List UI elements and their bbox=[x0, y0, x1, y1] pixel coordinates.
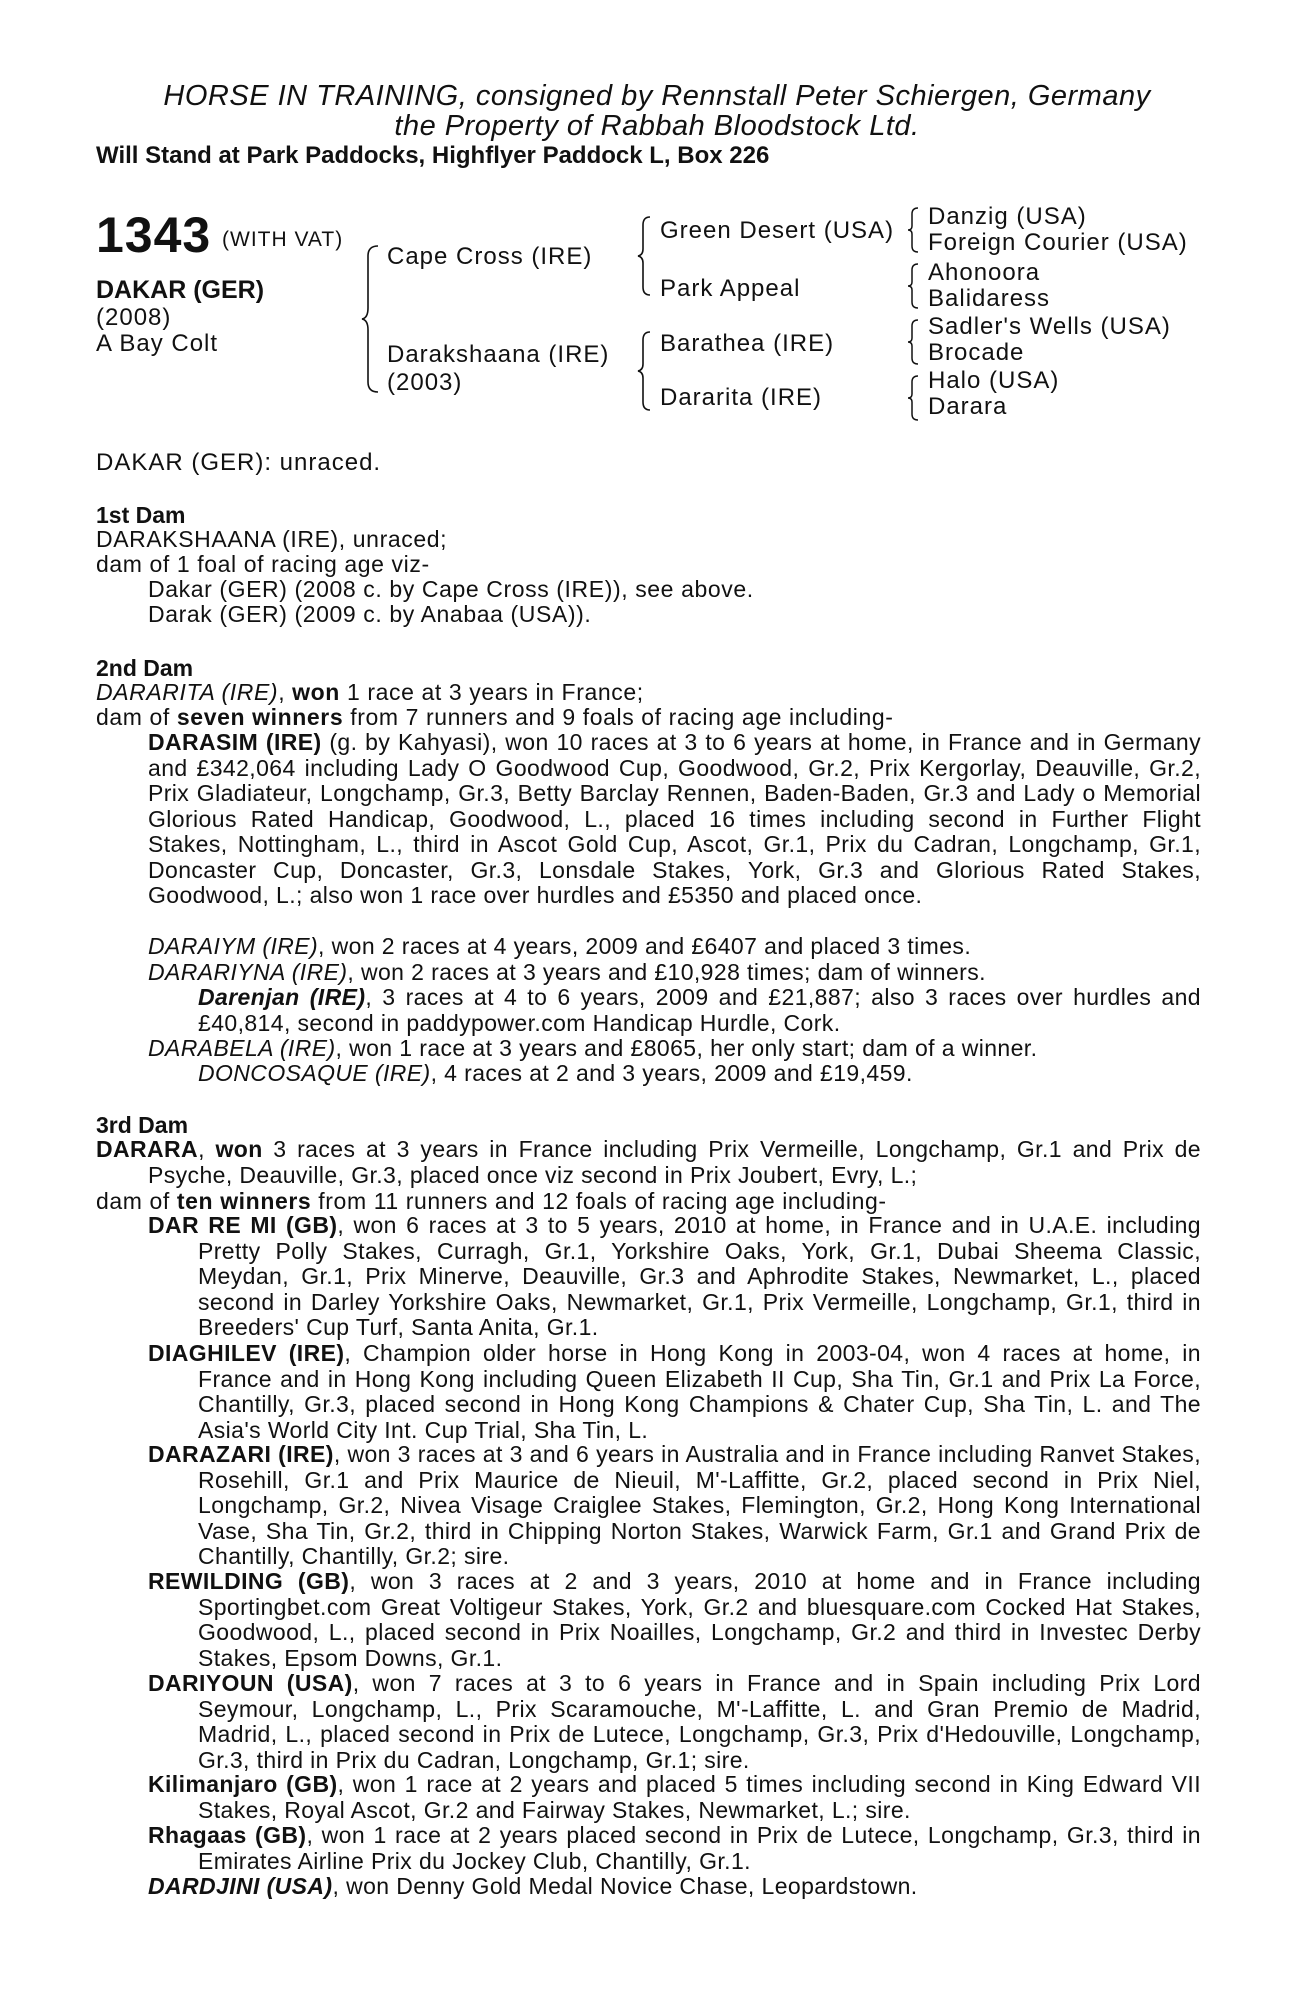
progeny-record: , won 3 races at 3 and 6 years in Australia and in France including Ranvet Stakes, Rosehill, Gr.1 and Prix Maurice de Nieuil, M'-Laffitte, Gr.2, placed second in Prix Niel, Longchamp, Gr.2, Nivea Visage Craiglee Stakes, Flemington, Gr.2, Hong Kong International Vase, Sha Tin, Gr.2, third in Chipping Norton Stakes, Warwick Farm, Gr.1 and Grand Prix de Chantilly, Chantilly, Gr.2; sire. bbox=[198, 1441, 1202, 1569]
progeny-dardjini bbox=[148, 1874, 1201, 1900]
second-dam-won: won bbox=[292, 679, 340, 705]
second-dam-heading: 2nd Dam bbox=[96, 655, 194, 681]
dam-of-suffix: from 11 runners and 12 foals of racing age including- bbox=[311, 1188, 887, 1214]
progeny-record: , 3 races at 4 to 6 years, 2009 and £21,887; also 3 races over hurdles and £40,814, second in paddypower.com Handicap Hurdle, Cork. bbox=[198, 984, 1201, 1036]
grand-ancestor-5: Sadler's Wells (USA) bbox=[928, 313, 1171, 340]
second-dam-summary bbox=[96, 704, 894, 731]
third-dam-name: DARARA bbox=[96, 1136, 199, 1162]
pedigree-brace-sire bbox=[636, 215, 654, 297]
pedigree-brace-g2 bbox=[906, 262, 922, 310]
progeny-rhagaas bbox=[148, 1823, 1201, 1874]
dam-of-suffix: from 7 runners and 9 foals of racing age including- bbox=[343, 704, 894, 730]
third-dam-heading: 3rd Dam bbox=[96, 1112, 189, 1138]
dam-of-prefix: dam of bbox=[96, 704, 177, 730]
grand-ancestor-4: Balidaress bbox=[928, 285, 1051, 312]
progeny-darazari bbox=[148, 1442, 1201, 1570]
first-dam-progeny-1: Dakar (GER) (2008 c. by Cape Cross (IRE)), see above. bbox=[148, 576, 754, 602]
second-dam-record: 1 race at 3 years in France; bbox=[339, 679, 644, 705]
progeny-name: DARIYOUN (USA) bbox=[148, 1670, 353, 1696]
dam-dam: Dararita (IRE) bbox=[660, 384, 823, 411]
progeny-darenjan bbox=[198, 985, 1201, 1036]
third-dam-record: DARARA, won 3 races at 3 years in France including Prix Vermeille, Longchamp, Gr.1 and Prix de Psyche, Deauville, Gr.3, placed once viz second in Prix Joubert, Evry, L.; bbox=[96, 1136, 1201, 1188]
first-dam-progeny-2: Darak (GER) (2009 c. by Anabaa (USA)). bbox=[148, 601, 592, 627]
progeny-kilimanjaro bbox=[148, 1772, 1201, 1823]
second-dam-line: DARARITA (IRE), won 1 race at 3 years in France; bbox=[96, 679, 644, 705]
progeny-name: DARAIYM (IRE) bbox=[148, 933, 319, 959]
progeny-dar-re-mi bbox=[148, 1213, 1201, 1341]
race-record: DAKAR (GER): unraced. bbox=[96, 449, 382, 476]
grand-ancestor-3: Ahonoora bbox=[928, 259, 1041, 286]
grand-ancestor-1: Danzig (USA) bbox=[928, 203, 1087, 230]
first-dam-line-2: dam of 1 foal of racing age viz- bbox=[96, 551, 430, 577]
grand-ancestor-6: Brocade bbox=[928, 339, 1025, 366]
progeny-record: , won Denny Gold Medal Novice Chase, Leopardstown. bbox=[332, 1873, 918, 1899]
horse-name: DAKAR (GER) bbox=[96, 276, 265, 304]
progeny-record: , Champion older horse in Hong Kong in 2003-04, won 4 races at home, in France and in Hong Kong including Queen Elizabeth II Cup, Sha Tin, Gr.1 and Prix La Force, Chantilly, Gr.3, placed second in Hong Kong Champions & Chater Cup, Sha Tin, L. and The Asia's World City Int. Cup Trial, Sha Tin, L. bbox=[198, 1340, 1201, 1443]
dam: Darakshaana (IRE) bbox=[387, 341, 610, 368]
lot-number: 1343 bbox=[96, 207, 212, 263]
grand-ancestor-8: Darara bbox=[928, 393, 1008, 420]
progeny-record: , won 7 races at 3 to 6 years in France and in Spain including Prix Lord Seymour, Longchamp, L., Prix Scaramouche, M'-Laffitte, L. and Gran Premio de Madrid, Madrid, L., placed second in Prix de Lutece, Longchamp, Gr.3, Prix d'Hedouville, Longchamp, Gr.3, third in Prix du Cadran, Longchamp, Gr.1; sire. bbox=[198, 1670, 1201, 1773]
pedigree-brace-g4 bbox=[906, 374, 922, 422]
progeny-record: , 4 races at 2 and 3 years, 2009 and £19,459. bbox=[430, 1060, 913, 1086]
progeny-record: , won 3 races at 2 and 3 years, 2010 at home and in France including Sportingbet.com Great Voltigeur Stakes, York, Gr.2 and bluesquare.com Cocked Hat Stakes, Goodwood, L., placed second in Prix Noailles, Longchamp, Gr.2 and third in Investec Derby Stakes, Epsom Downs, Gr.1. bbox=[198, 1568, 1201, 1671]
progeny-record: , won 2 races at 3 years and £10,928 times; dam of winners. bbox=[347, 959, 986, 985]
progeny-darasim bbox=[148, 730, 1201, 909]
horse-description: A Bay Colt bbox=[96, 330, 219, 357]
progeny-doncosaque bbox=[198, 1061, 1201, 1087]
progeny-name: DARABELA (IRE) bbox=[148, 1035, 336, 1061]
progeny-name: DIAGHILEV (IRE) bbox=[148, 1340, 345, 1366]
grand-ancestor-7: Halo (USA) bbox=[928, 367, 1060, 394]
grand-ancestor-2: Foreign Courier (USA) bbox=[928, 229, 1188, 256]
progeny-name: DARARIYNA (IRE) bbox=[148, 959, 348, 985]
progeny-name: REWILDING (GB) bbox=[148, 1568, 350, 1594]
dam-year: (2003) bbox=[387, 369, 463, 396]
progeny-darabela bbox=[148, 1036, 1201, 1062]
progeny-name: DARDJINI (USA) bbox=[148, 1873, 333, 1899]
progeny-record: , won 1 race at 2 years and placed 5 times including second in King Edward VII Stakes, Royal Ascot, Gr.2 and Fairway Stakes, Newmarket, L.; sire. bbox=[198, 1771, 1201, 1823]
progeny-name: Kilimanjaro (GB) bbox=[148, 1771, 338, 1797]
progeny-name: Rhagaas (GB) bbox=[148, 1822, 307, 1848]
horse-year: (2008) bbox=[96, 304, 172, 331]
third-dam-text: 3 races at 3 years in France including Prix Vermeille, Longchamp, Gr.1 and Prix de Psyche, Deauville, Gr.3, placed once viz second in Prix Joubert, Evry, L.; bbox=[148, 1136, 1201, 1188]
progeny-record: , won 1 race at 3 years and £8065, her only start; dam of a winner. bbox=[335, 1035, 1038, 1061]
property-line: the Property of Rabbah Bloodstock Ltd. bbox=[394, 110, 920, 142]
pedigree-brace-dam bbox=[636, 330, 654, 412]
pedigree-brace-g1 bbox=[906, 206, 922, 254]
third-dam-summary bbox=[96, 1188, 887, 1215]
progeny-record: , won 6 races at 3 to 5 years, 2010 at home, in France and in U.A.E. including Pretty Polly Stakes, Curragh, Gr.1, Yorkshire Oaks, York, Gr.1, Dubai Sheema Classic, Meydan, Gr.1, Prix Minerve, Deauville, Gr.3 and Aphrodite Stakes, Newmarket, L., placed second in Darley Yorkshire Oaks, Newmarket, Gr.1, Prix Vermeille, Longchamp, Gr.1, third in Breeders' Cup Turf, Santa Anita, Gr.1. bbox=[198, 1212, 1201, 1340]
pedigree-brace-g3 bbox=[906, 318, 922, 366]
sire-dam: Park Appeal bbox=[660, 275, 801, 302]
progeny-record: , won 1 race at 2 years placed second in Prix de Lutece, Longchamp, Gr.3, third in Emirates Airline Prix du Jockey Club, Chantilly, Gr.1. bbox=[198, 1822, 1201, 1874]
vat-label: (WITH VAT) bbox=[222, 228, 344, 251]
winners-count: ten winners bbox=[176, 1188, 312, 1214]
first-dam-line-1: DARAKSHAANA (IRE), unraced; bbox=[96, 526, 448, 552]
sire: Cape Cross (IRE) bbox=[387, 243, 593, 270]
progeny-diaghilev bbox=[148, 1341, 1201, 1443]
first-dam-heading: 1st Dam bbox=[96, 502, 186, 528]
pedigree-brace-main bbox=[360, 244, 382, 394]
progeny-dariyoun bbox=[148, 1671, 1201, 1773]
winners-count: seven winners bbox=[176, 704, 344, 730]
progeny-name: Darenjan (IRE) bbox=[198, 984, 366, 1010]
progeny-daraiym bbox=[148, 934, 1201, 960]
progeny-record: (g. by Kahyasi), won 10 races at 3 to 6 years at home, in France and in Germany and £342,064 including Lady O Goodwood Cup, Goodwood, Gr.2, Prix Kergorlay, Deauville, Gr.2, Prix Gladiateur, Longchamp, Gr.3, Betty Barclay Rennen, Baden-Baden, Gr.3 and Lady o Memorial Glorious Rated Handicap, Goodwood, L., placed 16 times including second in Further Flight Stakes, Nottingham, L., third in Ascot Gold Cup, Ascot, Gr.1, Prix du Cadran, Longchamp, Gr.1, Doncaster Cup, Doncaster, Gr.3, Lonsdale Stakes, York, Gr.3 and Glorious Rated Stakes, Goodwood, L.; also won 1 race over hurdles and £5350 and placed once. bbox=[148, 729, 1201, 908]
stand-location: Will Stand at Park Paddocks, Highflyer Paddock L, Box 226 bbox=[96, 142, 770, 169]
progeny-name: DARASIM (IRE) bbox=[148, 729, 322, 755]
second-dam-name: DARARITA (IRE) bbox=[96, 679, 279, 705]
sire-sire: Green Desert (USA) bbox=[660, 217, 895, 244]
third-dam-won: won bbox=[215, 1136, 263, 1162]
progeny-darariyna bbox=[148, 960, 1201, 986]
progeny-rewilding bbox=[148, 1569, 1201, 1671]
dam-sire: Barathea (IRE) bbox=[660, 330, 835, 357]
consignor-line: HORSE IN TRAINING, consigned by Rennstall Peter Schiergen, Germany bbox=[163, 80, 1151, 112]
progeny-record: , won 2 races at 4 years, 2009 and £6407 and placed 3 times. bbox=[318, 933, 972, 959]
progeny-name: DAR RE MI (GB) bbox=[148, 1212, 338, 1238]
dam-of-prefix: dam of bbox=[96, 1188, 177, 1214]
progeny-name: DARAZARI (IRE) bbox=[148, 1441, 334, 1467]
progeny-name: DONCOSAQUE (IRE) bbox=[198, 1060, 431, 1086]
